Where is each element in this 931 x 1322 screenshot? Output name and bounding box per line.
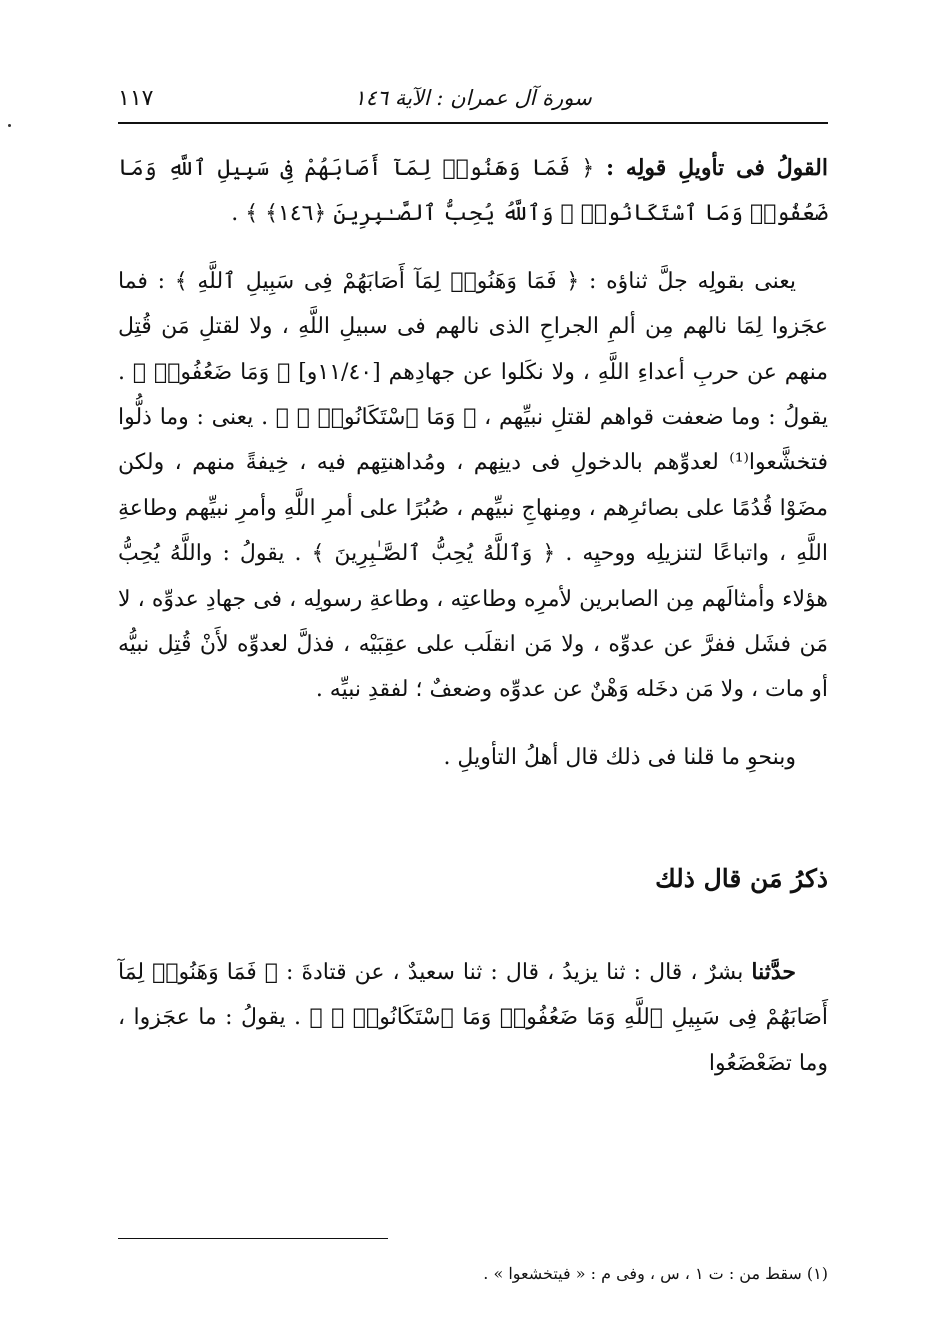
page-number: ١١٧ <box>118 86 154 111</box>
surah-title: سورة آل عمران : الآية ١٤٦ <box>354 86 592 110</box>
running-header <box>118 80 828 124</box>
paragraph-commentary <box>118 259 828 713</box>
paragraph-narration <box>118 950 828 1086</box>
paragraph-lead: القولُ فى تأويلِ قولِه : <box>594 155 828 181</box>
book-page <box>118 80 828 1310</box>
paragraph-summary <box>118 735 828 780</box>
paragraph-text: وبنحوِ ما قلنا فى ذلك قال أهلُ التأويلِ . <box>443 744 796 770</box>
footnote: (١) سقط من : ت ١ ، س ، وفى م : « فيتخشعوا » . <box>483 1264 828 1283</box>
paragraph-text: ﴿ فَمَا وَهَنُوا۟ لِمَآ أَصَابَهُمْ فِى سَبِيلِ ٱللَّهِ وَمَا ضَعُفُوا۟ وَمَا ٱسْتَكَانُوا۟ ۗ وَٱللَّهُ يُحِبُّ ٱلصَّـٰبِرِينَ ﴿١٤٦﴾ ﴾ . <box>118 156 828 227</box>
narration-text: بشرٌ ، قال : ثنا يزيدُ ، قال : ثنا سعيدٌ ، عن قتادةَ : ﴿ فَمَا وَهَنُوا۟ لِمَآ أَصَابَهُمْ فِى سَبِيلِ ٱللَّهِ وَمَا ضَعُفُوا۟ وَمَا ٱسْتَكَانُوا۟ ۗ ﴾ . يقولُ : ما عجَزوا ، وما تضَعْضَعُوا <box>118 959 828 1076</box>
paragraph-verse-heading <box>118 146 828 237</box>
main-text <box>118 146 828 1086</box>
stray-mark <box>8 124 11 127</box>
section-heading: ذكرُ مَن قال ذلك <box>655 864 828 894</box>
footnote-divider <box>118 1238 388 1239</box>
narration-lead: حدَّثنا <box>751 958 796 985</box>
paragraph-text: يعنى بقولِه جلَّ ثناؤه : ﴿ فَمَا وَهَنُوا۟ لِمَآ أَصَابَهُمْ فِى سَبِيلِ ٱللَّهِ ﴾ : فما عجَزوا لِمَا نالهم مِن ألمِ الجراحِ الذى نالهم فى سبيلِ اللَّهِ ، ولا لقتلِ مَن قُتِل منهم عن حربِ أعداءِ اللَّهِ ، ولا نكَلوا عن جهادِهم [١١/٤٠و] ﴿ وَمَا ضَعُفُوا۟ ﴾ . يقولُ : وما ضعفت قواهم لقتلِ نبيِّهم ، ﴿ وَمَا ٱسْتَكَانُوا۟ ۗ ﴾ . يعنى : وما ذلُّوا فتخشَّعوا⁽¹⁾ لعدوِّهم بالدخولِ فى دينِهم ، ومُداهنتِهم فيه ، خِيفةً منهم ، ولكن مضَوْا قُدُمًا على بصائرِهم ، ومِنهاجِ نبيِّهم ، صُبُرًا على أمرِ اللَّهِ وأمرِ نبيِّهم وطاعةِ اللَّهِ ، واتباعًا لتنزيلِه ووحيِه . ﴿ وَٱللَّهُ يُحِبُّ ٱلصَّـٰبِرِينَ ﴾ . يقولُ : واللَّهُ يُحِبُّ هؤلاء وأمثالَهم مِن الصابرين لأمرِه وطاعتِه ، وطاعةِ رسولِه ، فى جهادِ عدوِّه ، لا مَن فشَل ففرَّ عن عدوِّه ، ولا مَن انقلَب على عقِبَيْه ، فذلَّ لعدوِّه لأَنْ قُتِل نبيُّه أو مات ، ولا مَن دخَله وَهْنٌ عن عدوِّه وضعفٌ ؛ لفقدِ نبيِّه . <box>118 268 828 703</box>
